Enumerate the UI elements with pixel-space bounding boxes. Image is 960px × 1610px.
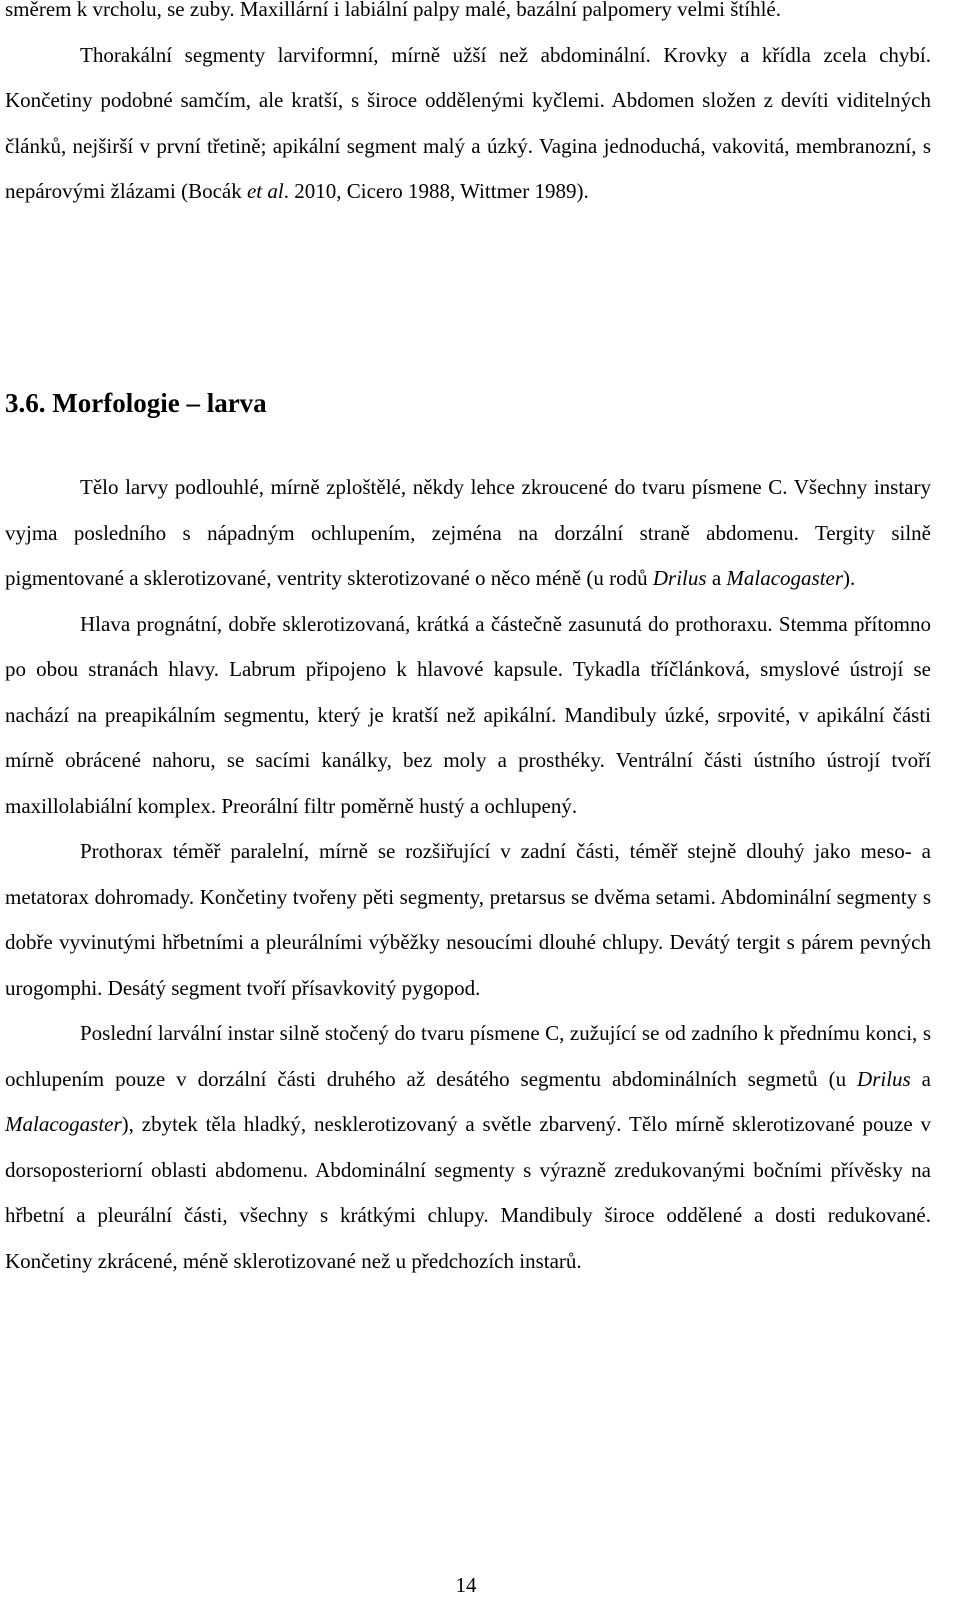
paragraph-larva-body: Tělo larvy podlouhlé, mírně zploštělé, někdy lehce zkroucené do tvaru písmene C. Všechny instary vyjma posledního s nápadným ochlupením, zejména na dorzální straně abdomenu. Tergity silně pigmentované a sklerotizované, ventrity skterotizované o něco méně (u rodů Drilus a Malacogaster). <box>5 475 931 590</box>
section-morphology-larva <box>5 465 931 1284</box>
paragraph-larva-head: Hlava prognátní, dobře sklerotizovaná, krátká a částečně zasunutá do prothoraxu. Stemma přítomno po obou stranách hlavy. Labrum připojeno k hlavové kapsule. Tykadla tříčlánková, smyslové ústrojí se nachází na preapikálním segmentu, který je kratší než apikální. Mandibuly úzké, srpovité, v apikální části mírně obrácené nahoru, se sacími kanálky, bez moly a prosthéky. Ventrální části ústního ústrojí tvoří maxillolabiální komplex. Preorální filtr poměrně hustý a ochlupený. <box>5 611 931 818</box>
paragraph-larva-thorax: Prothorax téměř paralelní, mírně se rozšiřující v zadní části, téměř stejně dlouhý jako meso- a metatorax dohromady. Končetiny tvořeny pěti segmenty, pretarsus se dvěma setami. Abdominální segmenty s dobře vyvinutými hřbetními a pleurálními výběžky nesoucími dlouhé chlupy. Devátý tergit s párem pevných urogomphi. Desátý segment tvoří přísavkovitý pygopod. <box>5 839 931 1000</box>
paragraph-last-instar: Poslední larvální instar silně stočený do tvaru písmene C, zužující se od zadního k přednímu konci, s ochlupením pouze v dorzální části druhého až desátého segmentu abdominálních segmetů (u Drilus a Malacogaster), zbytek těla hladký, nesklerotizovaný a světle zbarvený. Tělo mírně sklerotizované pouze v dorsoposteriorní oblasti abdomenu. Abdominální segmenty s výrazně zredukovanými bočními přívěsky na hřbetní a pleurální části, všechny s krátkými chlupy. Mandibuly široce oddělené a dosti redukované. Končetiny zkrácené, méně sklerotizované než u předchozích instarů. <box>5 1021 931 1273</box>
page-number: 14 <box>455 1573 477 1597</box>
paragraph-female-thorax-abdomen: Thorakální segmenty larviformní, mírně užší než abdominální. Krovky a křídla zcela chybí. Končetiny podobné samčím, ale kratší, s široce oddělenými kyčlemi. Abdomen složen z devíti viditelných článků, nejširší v první třetině; apikální segment malý a úzký. Vagina jednoduchá, vakovitá, membranozní, s nepárovými žlázami (Bocák et al. 2010, Cicero 1988, Wittmer 1989). <box>5 42 931 203</box>
section-heading: 3.6. Morfologie – larva <box>5 388 267 418</box>
section-morphology-female-end <box>5 0 931 215</box>
paragraph-female-mouthparts: směrem k vrcholu, se zuby. Maxillární i labiální palpy malé, bazální palpomery velmi štíhlé. <box>5 0 782 21</box>
